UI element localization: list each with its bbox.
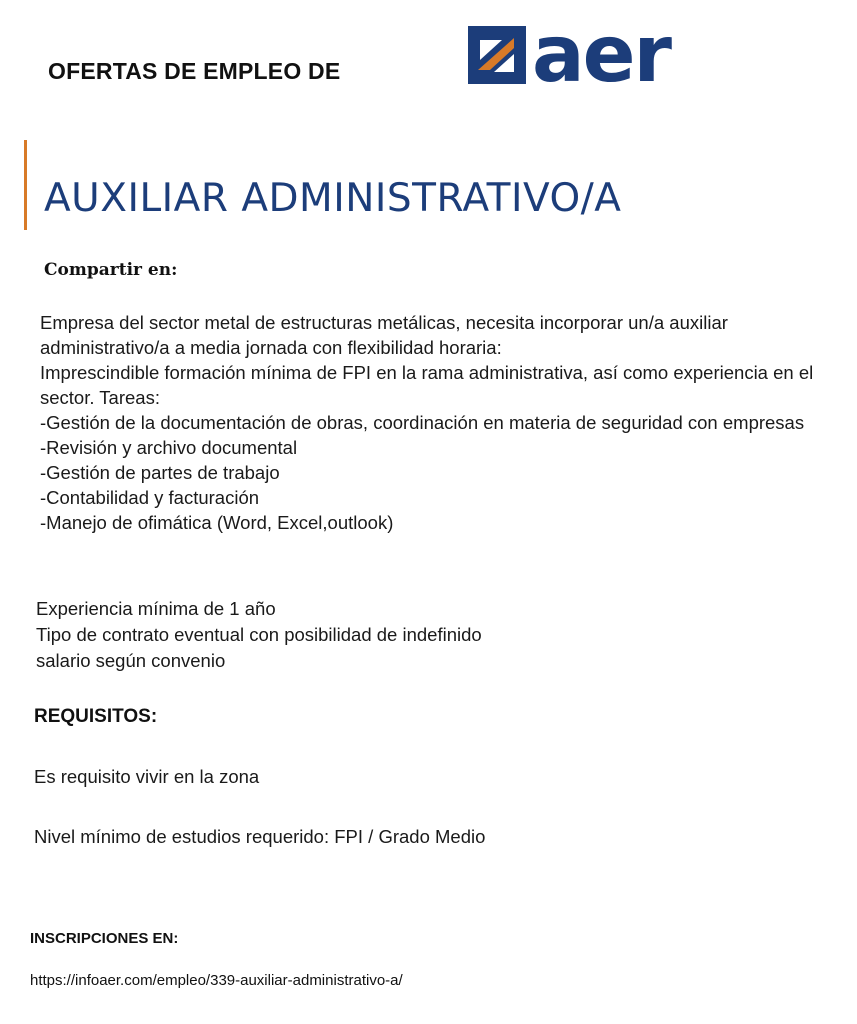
condition-line: salario según convenio bbox=[36, 650, 226, 671]
aer-logo bbox=[468, 10, 671, 100]
description-line: -Gestión de la documentación de obras, coordinación en materia de seguridad con empresas bbox=[40, 412, 805, 433]
share-label: Compartir en: bbox=[44, 260, 178, 280]
condition-line: Experiencia mínima de 1 año bbox=[36, 598, 276, 619]
aer-logo-mark-icon bbox=[468, 26, 526, 84]
title-accent-bar bbox=[24, 140, 27, 230]
description-line: Empresa del sector metal de estructuras metálicas, necesita incorporar un/a auxiliar administrativo/a a media jornada con flexibilidad horaria: bbox=[40, 312, 728, 358]
job-conditions bbox=[36, 596, 482, 674]
description-line: Imprescindible formación mínima de FPI en la rama administrativa, así como experiencia en el sector. Tareas: bbox=[40, 362, 814, 408]
description-line: -Manejo de ofimática (Word, Excel,outlook) bbox=[40, 512, 394, 533]
description-line: -Contabilidad y facturación bbox=[40, 487, 260, 508]
page-header-title: OFERTAS DE EMPLEO DE bbox=[48, 58, 341, 84]
description-line: -Revisión y archivo documental bbox=[40, 437, 298, 458]
requirement-item: Nivel mínimo de estudios requerido: FPI / Grado Medio bbox=[34, 826, 486, 847]
condition-line: Tipo de contrato eventual con posibilidad de indefinido bbox=[36, 624, 482, 645]
description-line: -Gestión de partes de trabajo bbox=[40, 462, 280, 483]
inscriptions-heading: INSCRIPCIONES EN: bbox=[30, 930, 179, 947]
job-description bbox=[40, 310, 820, 535]
aer-logo-text: aer bbox=[532, 10, 671, 100]
job-title: AUXILIAR ADMINISTRATIVO/A bbox=[44, 176, 622, 221]
inscriptions-link[interactable]: https://infoaer.com/empleo/339-auxiliar-administrativo-a/ bbox=[30, 972, 403, 989]
requirements-heading: REQUISITOS: bbox=[34, 706, 158, 727]
requirement-item: Es requisito vivir en la zona bbox=[34, 766, 260, 787]
